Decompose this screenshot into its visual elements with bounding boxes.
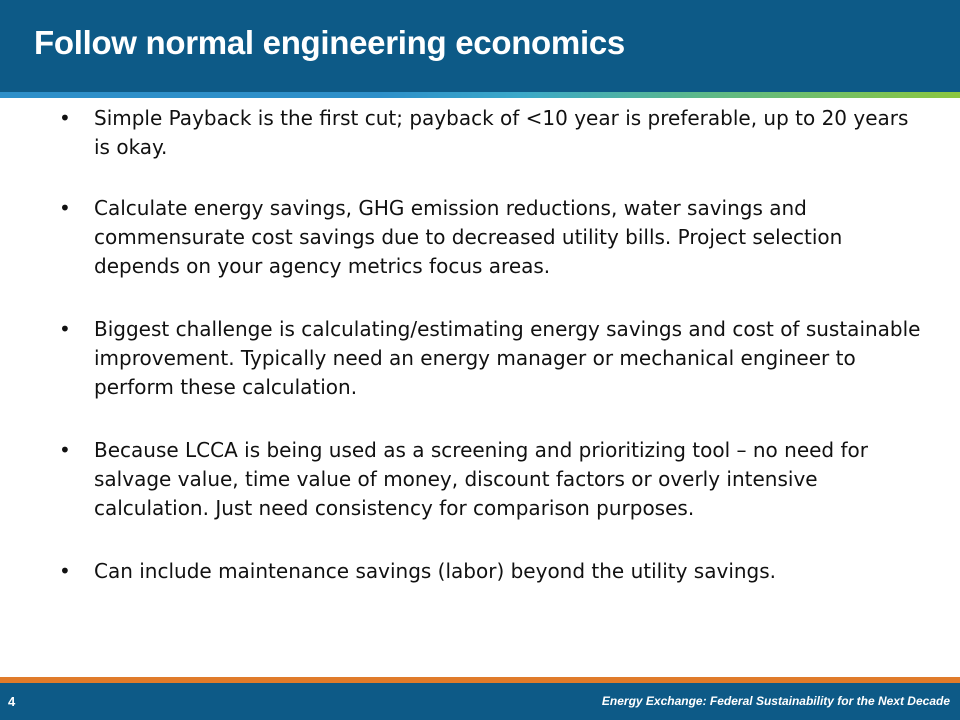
bullet-icon: •	[59, 559, 71, 583]
bullet-item	[56, 436, 926, 523]
bullet-text: Can include maintenance savings (labor) beyond the utility savings.	[94, 559, 777, 583]
slide-number: 4	[8, 694, 16, 709]
bullet-item	[56, 557, 926, 586]
title-bar	[0, 0, 960, 92]
bullet-item	[56, 194, 926, 281]
slide-title: Follow normal engineering economics	[34, 24, 625, 61]
bullet-text: Calculate energy savings, GHG emission reductions, water savings and commensurate cost savings due to decreased utility bills. Project selection depends on your agency metrics focus areas.	[94, 196, 843, 278]
bullet-item	[56, 104, 926, 162]
bullet-item	[56, 315, 926, 402]
bullet-icon: •	[59, 196, 71, 220]
footer-text: Energy Exchange: Federal Sustainability for the Next Decade	[601, 694, 950, 708]
bullet-text: Simple Payback is the first cut; payback of <10 year is preferable, up to 20 years is okay.	[94, 106, 909, 159]
bullet-text: Because LCCA is being used as a screening and prioritizing tool – no need for salvage value, time value of money, discount factors or overly intensive calculation. Just need consistency for comparison purposes.	[94, 438, 868, 520]
accent-strip	[0, 92, 960, 98]
bullet-list	[56, 104, 926, 586]
bullet-icon: •	[59, 106, 71, 130]
bullet-text: Biggest challenge is calculating/estimating energy savings and cost of sustainable improvement. Typically need an energy manager or mechanical engineer to perform these calculation.	[94, 317, 921, 399]
bullet-icon: •	[59, 317, 71, 341]
bullet-icon: •	[59, 438, 71, 462]
footer-bar	[0, 683, 960, 720]
